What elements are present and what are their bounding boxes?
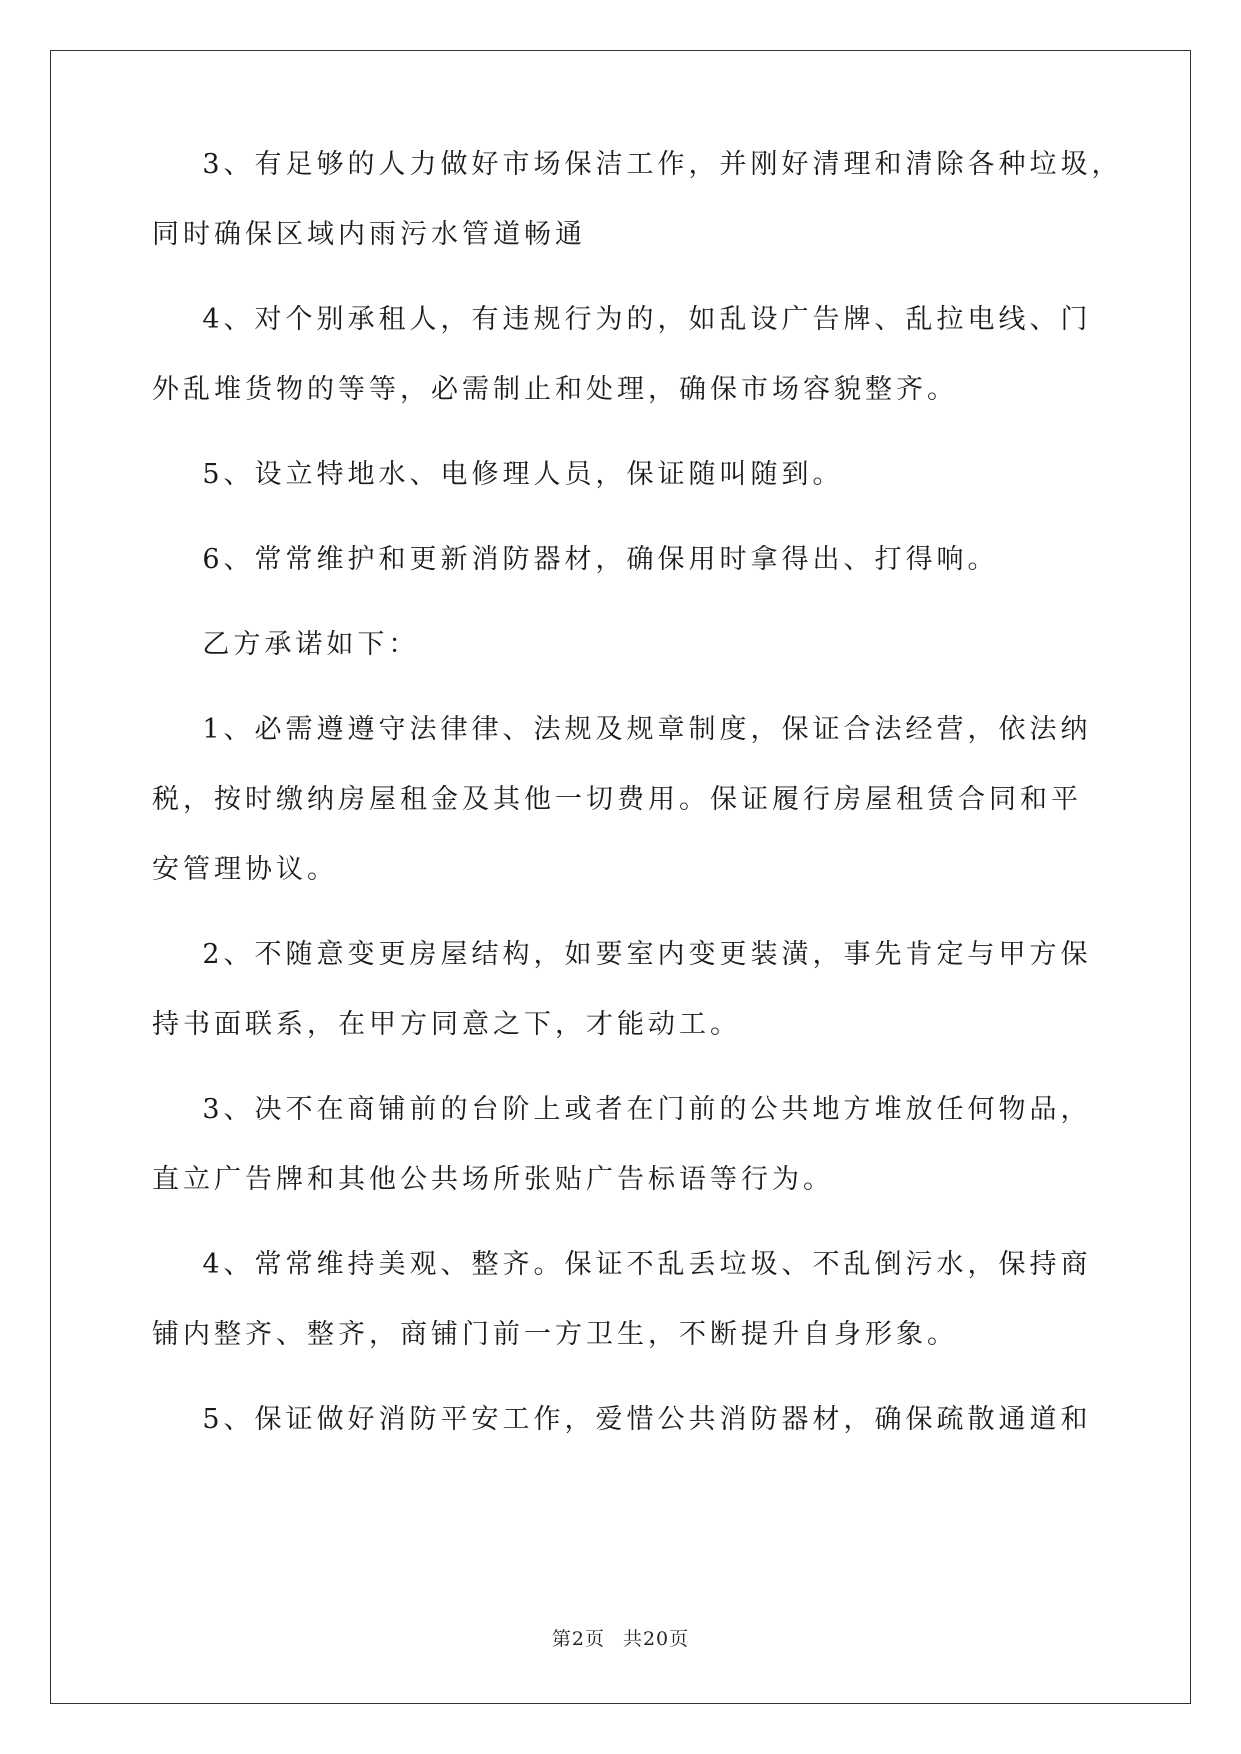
text-line: 1、必需遵遵守法律律、法规及规章制度，保证合法经营，依法纳: [152, 714, 1092, 745]
text-line: 6、常常维护和更新消防器材，确保用时拿得出、打得响。: [152, 544, 999, 575]
text-line: 乙方承诺如下：: [152, 629, 420, 660]
text-line: 3、有足够的人力做好市场保洁工作，并刚好清理和清除各种垃圾，: [152, 149, 1123, 180]
text-line: 4、对个别承租人，有违规行为的，如乱设广告牌、乱拉电线、门: [152, 304, 1092, 335]
text-line: 外乱堆货物的等等，必需制止和处理，确保市场容貌整齐。: [152, 374, 958, 405]
text-line: 税，按时缴纳房屋租金及其他一切费用。保证履行房屋租赁合同和平: [152, 784, 1082, 815]
text-line: 铺内整齐、整齐，商铺门前一方卫生，不断提升自身形象。: [152, 1319, 958, 1350]
text-line: 直立广告牌和其他公共场所张贴广告标语等行为。: [152, 1164, 834, 1195]
page-number: 第2页: [551, 1628, 605, 1650]
page-footer: [0, 1624, 1241, 1651]
text-line: 4、常常维持美观、整齐。保证不乱丢垃圾、不乱倒污水，保持商: [152, 1249, 1092, 1280]
text-line: 5、设立特地水、电修理人员，保证随叫随到。: [152, 459, 844, 490]
text-line: 3、决不在商铺前的台阶上或者在门前的公共地方堆放任何物品，: [152, 1094, 1092, 1125]
text-line: 持书面联系，在甲方同意之下，才能动工。: [152, 1009, 741, 1040]
text-line: 安管理协议。: [152, 854, 338, 885]
text-line: 5、保证做好消防平安工作，爱惜公共消防器材，确保疏散通道和: [152, 1404, 1092, 1435]
page-total: 共20页: [622, 1628, 690, 1650]
text-line: 同时确保区域内雨污水管道畅通: [152, 219, 586, 250]
text-line: 2、不随意变更房屋结构，如要室内变更装潢，事先肯定与甲方保: [152, 939, 1092, 970]
